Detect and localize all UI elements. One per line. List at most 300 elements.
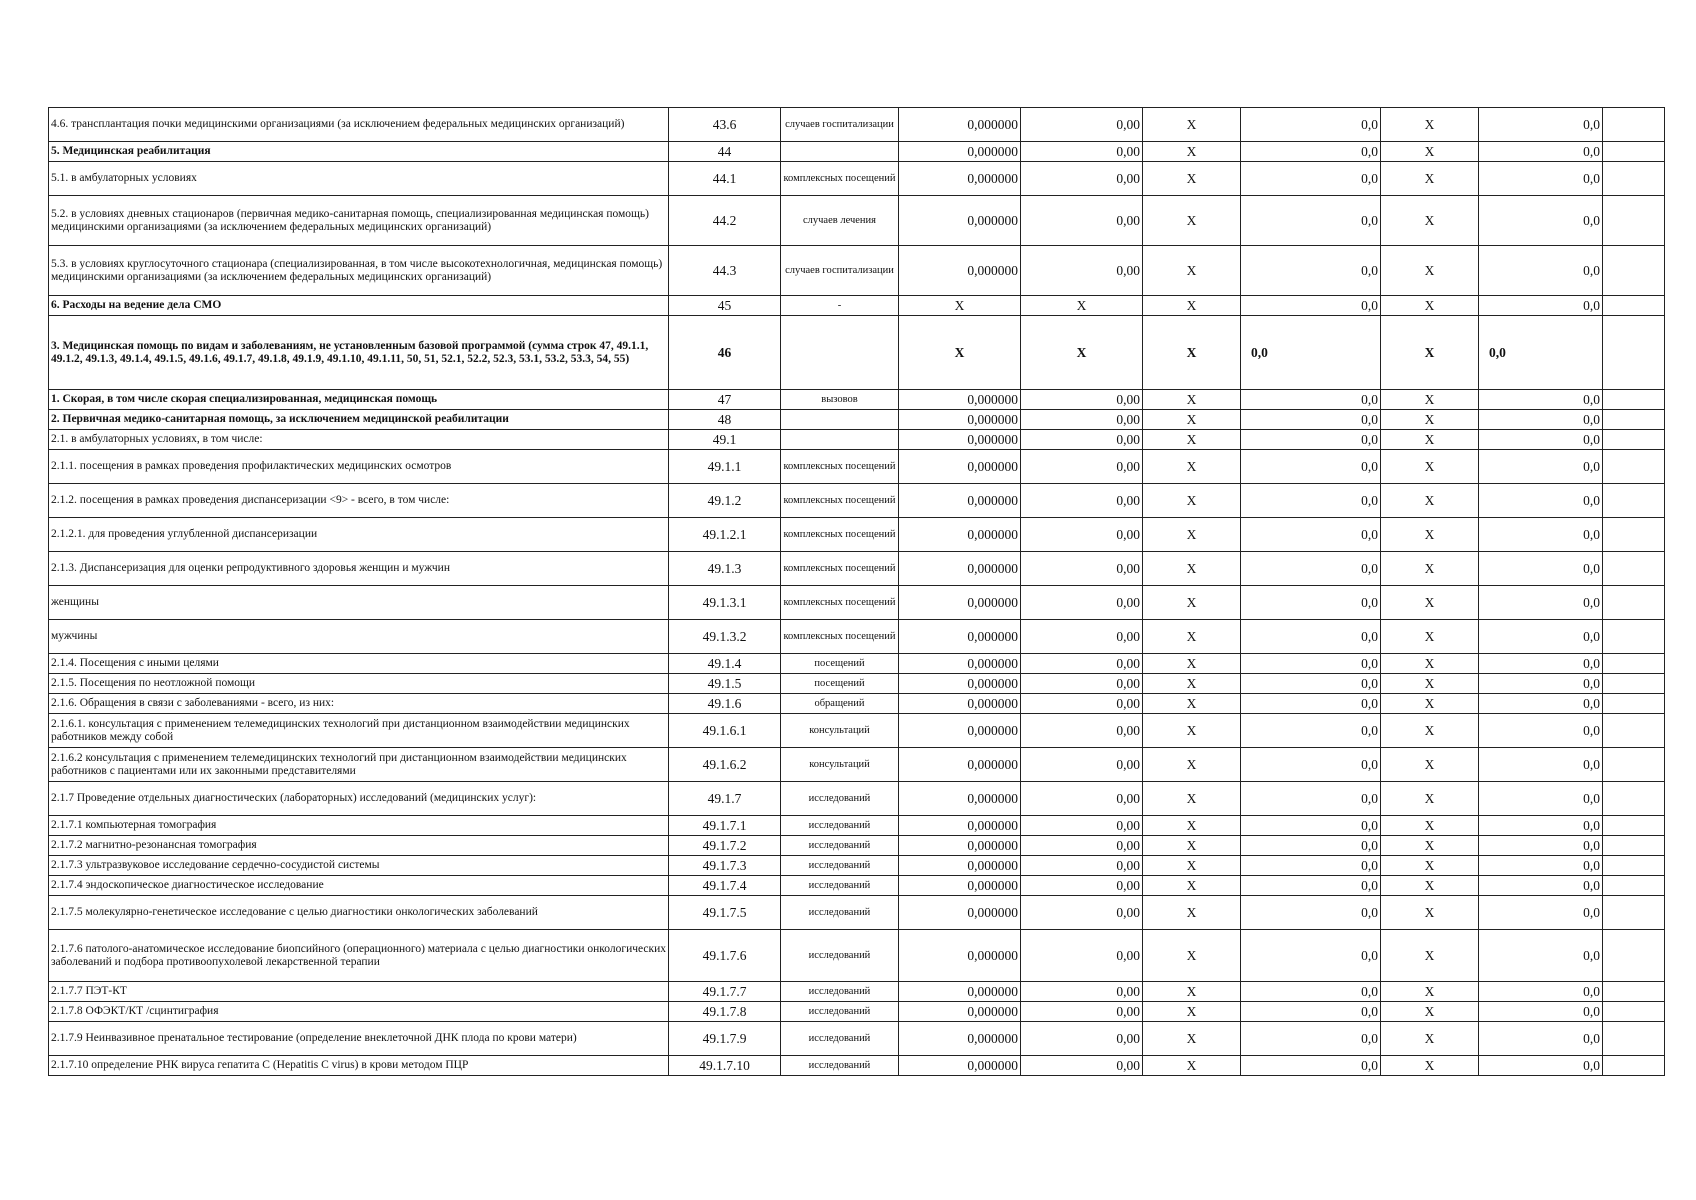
value-cell-1: 0,000000 bbox=[899, 982, 1021, 1002]
value-cell-6: 0,0 bbox=[1479, 586, 1603, 620]
empty-cell bbox=[1603, 316, 1665, 390]
value-cell-1: 0,000000 bbox=[899, 246, 1021, 296]
value-cell-1: 0,000000 bbox=[899, 1056, 1021, 1076]
row-name-cell: 2.1.7.8 ОФЭКТ/КТ /сцинтиграфия bbox=[49, 1002, 669, 1022]
value-cell-2: 0,00 bbox=[1021, 586, 1143, 620]
value-cell-6: 0,0 bbox=[1479, 142, 1603, 162]
value-cell-4: 0,0 bbox=[1241, 390, 1381, 410]
row-unit-cell bbox=[781, 430, 899, 450]
value-cell-6: 0,0 bbox=[1479, 316, 1603, 390]
row-unit-cell: исследований bbox=[781, 856, 899, 876]
value-cell-2: 0,00 bbox=[1021, 1002, 1143, 1022]
value-cell-1: 0,000000 bbox=[899, 196, 1021, 246]
value-cell-2: 0,00 bbox=[1021, 390, 1143, 410]
value-cell-5: X bbox=[1381, 654, 1479, 674]
value-cell-3: X bbox=[1143, 1056, 1241, 1076]
value-cell-6: 0,0 bbox=[1479, 430, 1603, 450]
empty-cell bbox=[1603, 896, 1665, 930]
value-cell-1: 0,000000 bbox=[899, 586, 1021, 620]
row-unit-cell: исследований bbox=[781, 836, 899, 856]
table-row bbox=[49, 390, 1665, 410]
row-unit-cell: исследований bbox=[781, 1022, 899, 1056]
empty-cell bbox=[1603, 296, 1665, 316]
value-cell-1: 0,000000 bbox=[899, 748, 1021, 782]
row-unit-cell: комплексных посещений bbox=[781, 518, 899, 552]
value-cell-5: X bbox=[1381, 1002, 1479, 1022]
value-cell-2: 0,00 bbox=[1021, 450, 1143, 484]
value-cell-1: 0,000000 bbox=[899, 654, 1021, 674]
row-unit-cell bbox=[781, 142, 899, 162]
row-unit-cell: исследований bbox=[781, 982, 899, 1002]
table-body bbox=[49, 108, 1665, 1076]
value-cell-5: X bbox=[1381, 390, 1479, 410]
value-cell-4: 0,0 bbox=[1241, 196, 1381, 246]
value-cell-6: 0,0 bbox=[1479, 896, 1603, 930]
row-code-cell: 49.1.3 bbox=[669, 552, 781, 586]
row-unit-cell: исследований bbox=[781, 876, 899, 896]
row-code-cell: 49.1.6.1 bbox=[669, 714, 781, 748]
table-row bbox=[49, 816, 1665, 836]
row-code-cell: 49.1.7.2 bbox=[669, 836, 781, 856]
row-unit-cell: комплексных посещений bbox=[781, 552, 899, 586]
value-cell-3: X bbox=[1143, 748, 1241, 782]
value-cell-3: X bbox=[1143, 674, 1241, 694]
value-cell-6: 0,0 bbox=[1479, 410, 1603, 430]
row-name-cell: 2.1.7.2 магнитно-резонансная томография bbox=[49, 836, 669, 856]
table-row bbox=[49, 856, 1665, 876]
value-cell-3: X bbox=[1143, 162, 1241, 196]
value-cell-6: 0,0 bbox=[1479, 484, 1603, 518]
empty-cell bbox=[1603, 982, 1665, 1002]
table-row bbox=[49, 518, 1665, 552]
value-cell-1: 0,000000 bbox=[899, 484, 1021, 518]
value-cell-2: 0,00 bbox=[1021, 620, 1143, 654]
value-cell-2: X bbox=[1021, 296, 1143, 316]
value-cell-5: X bbox=[1381, 142, 1479, 162]
row-name-cell: 2.1.6.2 консультация с применением телемедицинских технологий при дистанционном взаимодействии медицинских работников с пациентами или их законными представителями bbox=[49, 748, 669, 782]
value-cell-1: 0,000000 bbox=[899, 694, 1021, 714]
value-cell-3: X bbox=[1143, 982, 1241, 1002]
row-name-cell: 5.3. в условиях круглосуточного стационара (специализированная, в том числе высокотехнологичная, медицинская помощь) медицинскими организациями (за исключением федеральных медицинских организаций) bbox=[49, 246, 669, 296]
row-code-cell: 47 bbox=[669, 390, 781, 410]
row-unit-cell: исследований bbox=[781, 896, 899, 930]
value-cell-2: 0,00 bbox=[1021, 196, 1143, 246]
value-cell-5: X bbox=[1381, 930, 1479, 982]
empty-cell bbox=[1603, 748, 1665, 782]
value-cell-2: 0,00 bbox=[1021, 430, 1143, 450]
row-unit-cell: исследований bbox=[781, 816, 899, 836]
row-unit-cell bbox=[781, 316, 899, 390]
value-cell-2: 0,00 bbox=[1021, 142, 1143, 162]
value-cell-2: 0,00 bbox=[1021, 856, 1143, 876]
empty-cell bbox=[1603, 1056, 1665, 1076]
row-code-cell: 48 bbox=[669, 410, 781, 430]
value-cell-5: X bbox=[1381, 876, 1479, 896]
row-code-cell: 49.1.3.2 bbox=[669, 620, 781, 654]
value-cell-6: 0,0 bbox=[1479, 246, 1603, 296]
row-name-cell: 2.1.4. Посещения с иными целями bbox=[49, 654, 669, 674]
row-code-cell: 49.1.7.8 bbox=[669, 1002, 781, 1022]
table-row bbox=[49, 196, 1665, 246]
row-name-cell: 2.1.7.9 Неинвазивное пренатальное тестирование (определение внеклеточной ДНК плода по крови матери) bbox=[49, 1022, 669, 1056]
row-unit-cell: исследований bbox=[781, 1002, 899, 1022]
row-unit-cell: случаев госпитализации bbox=[781, 108, 899, 142]
empty-cell bbox=[1603, 108, 1665, 142]
value-cell-6: 0,0 bbox=[1479, 748, 1603, 782]
value-cell-1: 0,000000 bbox=[899, 816, 1021, 836]
value-cell-3: X bbox=[1143, 1002, 1241, 1022]
value-cell-3: X bbox=[1143, 714, 1241, 748]
value-cell-3: X bbox=[1143, 296, 1241, 316]
value-cell-4: 0,0 bbox=[1241, 930, 1381, 982]
empty-cell bbox=[1603, 246, 1665, 296]
row-code-cell: 49.1.7.1 bbox=[669, 816, 781, 836]
table-row bbox=[49, 896, 1665, 930]
value-cell-3: X bbox=[1143, 552, 1241, 586]
value-cell-2: 0,00 bbox=[1021, 782, 1143, 816]
row-unit-cell: комплексных посещений bbox=[781, 484, 899, 518]
value-cell-2: 0,00 bbox=[1021, 552, 1143, 586]
row-code-cell: 43.6 bbox=[669, 108, 781, 142]
value-cell-5: X bbox=[1381, 782, 1479, 816]
value-cell-4: 0,0 bbox=[1241, 162, 1381, 196]
value-cell-1: 0,000000 bbox=[899, 518, 1021, 552]
table-row bbox=[49, 836, 1665, 856]
value-cell-2: 0,00 bbox=[1021, 484, 1143, 518]
value-cell-4: 0,0 bbox=[1241, 836, 1381, 856]
value-cell-5: X bbox=[1381, 484, 1479, 518]
table-row bbox=[49, 714, 1665, 748]
row-name-cell: 2.1.7.6 патолого-анатомическое исследование биопсийного (операционного) материала с целью диагностики онкологических заболеваний и подбора противоопухолевой лекарственной терапии bbox=[49, 930, 669, 982]
value-cell-2: 0,00 bbox=[1021, 108, 1143, 142]
empty-cell bbox=[1603, 620, 1665, 654]
table-row bbox=[49, 782, 1665, 816]
value-cell-3: X bbox=[1143, 246, 1241, 296]
value-cell-3: X bbox=[1143, 108, 1241, 142]
row-unit-cell bbox=[781, 410, 899, 430]
value-cell-1: 0,000000 bbox=[899, 876, 1021, 896]
row-code-cell: 44.1 bbox=[669, 162, 781, 196]
value-cell-4: 0,0 bbox=[1241, 896, 1381, 930]
row-name-cell: 2.1.7.1 компьютерная томография bbox=[49, 816, 669, 836]
row-name-cell: 2.1. в амбулаторных условиях, в том числе: bbox=[49, 430, 669, 450]
value-cell-4: 0,0 bbox=[1241, 246, 1381, 296]
value-cell-4: 0,0 bbox=[1241, 856, 1381, 876]
row-name-cell: 5. Медицинская реабилитация bbox=[49, 142, 669, 162]
value-cell-1: X bbox=[899, 296, 1021, 316]
value-cell-5: X bbox=[1381, 896, 1479, 930]
value-cell-3: X bbox=[1143, 390, 1241, 410]
empty-cell bbox=[1603, 142, 1665, 162]
value-cell-5: X bbox=[1381, 518, 1479, 552]
value-cell-5: X bbox=[1381, 162, 1479, 196]
value-cell-1: 0,000000 bbox=[899, 430, 1021, 450]
table-row bbox=[49, 162, 1665, 196]
row-unit-cell: комплексных посещений bbox=[781, 586, 899, 620]
empty-cell bbox=[1603, 586, 1665, 620]
row-code-cell: 49.1.7.10 bbox=[669, 1056, 781, 1076]
empty-cell bbox=[1603, 484, 1665, 518]
row-code-cell: 49.1.2.1 bbox=[669, 518, 781, 552]
data-table bbox=[48, 107, 1665, 1076]
row-unit-cell: комплексных посещений bbox=[781, 620, 899, 654]
value-cell-2: 0,00 bbox=[1021, 816, 1143, 836]
row-name-cell: 2.1.6.1. консультация с применением телемедицинских технологий при дистанционном взаимодействии медицинских работников между собой bbox=[49, 714, 669, 748]
value-cell-5: X bbox=[1381, 620, 1479, 654]
row-name-cell: 6. Расходы на ведение дела СМО bbox=[49, 296, 669, 316]
value-cell-4: 0,0 bbox=[1241, 1056, 1381, 1076]
value-cell-4: 0,0 bbox=[1241, 982, 1381, 1002]
value-cell-4: 0,0 bbox=[1241, 1022, 1381, 1056]
table-row bbox=[49, 108, 1665, 142]
value-cell-5: X bbox=[1381, 856, 1479, 876]
row-unit-cell: случаев лечения bbox=[781, 196, 899, 246]
value-cell-1: 0,000000 bbox=[899, 714, 1021, 748]
table-row bbox=[49, 450, 1665, 484]
value-cell-5: X bbox=[1381, 430, 1479, 450]
row-name-cell: 5.2. в условиях дневных стационаров (первичная медико-санитарная помощь, специализированная медицинская помощь) медицинскими организациями (за исключением федеральных медицинских организаций) bbox=[49, 196, 669, 246]
row-name-cell: 2.1.7.7 ПЭТ-КТ bbox=[49, 982, 669, 1002]
value-cell-1: 0,000000 bbox=[899, 390, 1021, 410]
row-name-cell: 2. Первичная медико-санитарная помощь, за исключением медицинской реабилитации bbox=[49, 410, 669, 430]
value-cell-6: 0,0 bbox=[1479, 1002, 1603, 1022]
row-unit-cell: консультаций bbox=[781, 714, 899, 748]
value-cell-5: X bbox=[1381, 196, 1479, 246]
table-row bbox=[49, 930, 1665, 982]
value-cell-2: 0,00 bbox=[1021, 674, 1143, 694]
value-cell-4: 0,0 bbox=[1241, 654, 1381, 674]
value-cell-1: 0,000000 bbox=[899, 1022, 1021, 1056]
row-code-cell: 49.1.3.1 bbox=[669, 586, 781, 620]
value-cell-5: X bbox=[1381, 816, 1479, 836]
value-cell-6: 0,0 bbox=[1479, 620, 1603, 654]
value-cell-1: 0,000000 bbox=[899, 108, 1021, 142]
row-name-cell: 4.6. трансплантация почки медицинскими организациями (за исключением федеральных медицинских организаций) bbox=[49, 108, 669, 142]
table-row bbox=[49, 586, 1665, 620]
row-code-cell: 49.1.6 bbox=[669, 694, 781, 714]
row-unit-cell: консультаций bbox=[781, 748, 899, 782]
row-code-cell: 49.1.7.6 bbox=[669, 930, 781, 982]
value-cell-3: X bbox=[1143, 620, 1241, 654]
row-code-cell: 44.2 bbox=[669, 196, 781, 246]
value-cell-4: 0,0 bbox=[1241, 694, 1381, 714]
row-code-cell: 44 bbox=[669, 142, 781, 162]
value-cell-6: 0,0 bbox=[1479, 930, 1603, 982]
empty-cell bbox=[1603, 782, 1665, 816]
value-cell-4: 0,0 bbox=[1241, 748, 1381, 782]
value-cell-6: 0,0 bbox=[1479, 196, 1603, 246]
table-row bbox=[49, 1056, 1665, 1076]
value-cell-4: 0,0 bbox=[1241, 430, 1381, 450]
table-row bbox=[49, 694, 1665, 714]
value-cell-3: X bbox=[1143, 1022, 1241, 1056]
value-cell-3: X bbox=[1143, 782, 1241, 816]
value-cell-1: 0,000000 bbox=[899, 410, 1021, 430]
value-cell-6: 0,0 bbox=[1479, 390, 1603, 410]
row-name-cell: 2.1.2.1. для проведения углубленной диспансеризации bbox=[49, 518, 669, 552]
empty-cell bbox=[1603, 162, 1665, 196]
value-cell-4: 0,0 bbox=[1241, 142, 1381, 162]
value-cell-4: 0,0 bbox=[1241, 714, 1381, 748]
value-cell-3: X bbox=[1143, 896, 1241, 930]
table-row bbox=[49, 410, 1665, 430]
value-cell-5: X bbox=[1381, 108, 1479, 142]
value-cell-6: 0,0 bbox=[1479, 162, 1603, 196]
value-cell-6: 0,0 bbox=[1479, 856, 1603, 876]
row-code-cell: 49.1.1 bbox=[669, 450, 781, 484]
value-cell-5: X bbox=[1381, 836, 1479, 856]
value-cell-6: 0,0 bbox=[1479, 674, 1603, 694]
value-cell-4: 0,0 bbox=[1241, 876, 1381, 896]
row-name-cell: 2.1.7.3 ультразвуковое исследование сердечно-сосудистой системы bbox=[49, 856, 669, 876]
table-row bbox=[49, 674, 1665, 694]
value-cell-4: 0,0 bbox=[1241, 620, 1381, 654]
value-cell-2: 0,00 bbox=[1021, 246, 1143, 296]
value-cell-5: X bbox=[1381, 674, 1479, 694]
value-cell-3: X bbox=[1143, 410, 1241, 430]
row-code-cell: 49.1.5 bbox=[669, 674, 781, 694]
row-name-cell: 2.1.3. Диспансеризация для оценки репродуктивного здоровья женщин и мужчин bbox=[49, 552, 669, 586]
value-cell-3: X bbox=[1143, 142, 1241, 162]
row-code-cell: 45 bbox=[669, 296, 781, 316]
row-name-cell: 2.1.7.5 молекулярно-генетическое исследование с целью диагностики онкологических заболеваний bbox=[49, 896, 669, 930]
row-unit-cell: вызовов bbox=[781, 390, 899, 410]
value-cell-5: X bbox=[1381, 316, 1479, 390]
row-name-cell: 2.1.7.4 эндоскопическое диагностическое исследование bbox=[49, 876, 669, 896]
value-cell-1: 0,000000 bbox=[899, 1002, 1021, 1022]
table-row bbox=[49, 484, 1665, 518]
value-cell-5: X bbox=[1381, 694, 1479, 714]
value-cell-6: 0,0 bbox=[1479, 296, 1603, 316]
row-code-cell: 49.1.7.7 bbox=[669, 982, 781, 1002]
value-cell-5: X bbox=[1381, 1056, 1479, 1076]
value-cell-1: 0,000000 bbox=[899, 142, 1021, 162]
value-cell-1: 0,000000 bbox=[899, 836, 1021, 856]
table-row bbox=[49, 142, 1665, 162]
value-cell-2: 0,00 bbox=[1021, 162, 1143, 196]
value-cell-6: 0,0 bbox=[1479, 782, 1603, 816]
empty-cell bbox=[1603, 390, 1665, 410]
value-cell-4: 0,0 bbox=[1241, 518, 1381, 552]
value-cell-6: 0,0 bbox=[1479, 982, 1603, 1002]
row-code-cell: 46 bbox=[669, 316, 781, 390]
value-cell-6: 0,0 bbox=[1479, 654, 1603, 674]
value-cell-1: 0,000000 bbox=[899, 620, 1021, 654]
value-cell-2: 0,00 bbox=[1021, 714, 1143, 748]
empty-cell bbox=[1603, 876, 1665, 896]
value-cell-2: 0,00 bbox=[1021, 748, 1143, 782]
value-cell-3: X bbox=[1143, 196, 1241, 246]
table-row bbox=[49, 552, 1665, 586]
row-name-cell: 2.1.6. Обращения в связи с заболеваниями - всего, из них: bbox=[49, 694, 669, 714]
value-cell-6: 0,0 bbox=[1479, 552, 1603, 586]
value-cell-5: X bbox=[1381, 296, 1479, 316]
value-cell-6: 0,0 bbox=[1479, 518, 1603, 552]
row-code-cell: 49.1 bbox=[669, 430, 781, 450]
value-cell-6: 0,0 bbox=[1479, 816, 1603, 836]
row-name-cell: 2.1.7.10 определение РНК вируса гепатита С (Hepatitis C virus) в крови методом ПЦР bbox=[49, 1056, 669, 1076]
value-cell-5: X bbox=[1381, 450, 1479, 484]
empty-cell bbox=[1603, 1022, 1665, 1056]
value-cell-3: X bbox=[1143, 518, 1241, 552]
value-cell-3: X bbox=[1143, 836, 1241, 856]
row-name-cell: 5.1. в амбулаторных условиях bbox=[49, 162, 669, 196]
row-name-cell: мужчины bbox=[49, 620, 669, 654]
row-name-cell: 2.1.1. посещения в рамках проведения профилактических медицинских осмотров bbox=[49, 450, 669, 484]
value-cell-4: 0,0 bbox=[1241, 552, 1381, 586]
empty-cell bbox=[1603, 450, 1665, 484]
value-cell-5: X bbox=[1381, 552, 1479, 586]
value-cell-3: X bbox=[1143, 930, 1241, 982]
empty-cell bbox=[1603, 674, 1665, 694]
value-cell-6: 0,0 bbox=[1479, 1056, 1603, 1076]
value-cell-2: X bbox=[1021, 316, 1143, 390]
value-cell-1: 0,000000 bbox=[899, 162, 1021, 196]
value-cell-1: 0,000000 bbox=[899, 450, 1021, 484]
row-unit-cell: исследований bbox=[781, 782, 899, 816]
row-code-cell: 49.1.6.2 bbox=[669, 748, 781, 782]
empty-cell bbox=[1603, 1002, 1665, 1022]
row-name-cell: женщины bbox=[49, 586, 669, 620]
row-code-cell: 44.3 bbox=[669, 246, 781, 296]
value-cell-2: 0,00 bbox=[1021, 694, 1143, 714]
row-unit-cell: посещений bbox=[781, 654, 899, 674]
row-code-cell: 49.1.7.4 bbox=[669, 876, 781, 896]
value-cell-6: 0,0 bbox=[1479, 1022, 1603, 1056]
value-cell-3: X bbox=[1143, 316, 1241, 390]
table-row bbox=[49, 982, 1665, 1002]
row-name-cell: 2.1.2. посещения в рамках проведения диспансеризации <9> - всего, в том числе: bbox=[49, 484, 669, 518]
value-cell-6: 0,0 bbox=[1479, 876, 1603, 896]
value-cell-4: 0,0 bbox=[1241, 108, 1381, 142]
row-code-cell: 49.1.7.9 bbox=[669, 1022, 781, 1056]
value-cell-4: 0,0 bbox=[1241, 410, 1381, 430]
row-name-cell: 2.1.7 Проведение отдельных диагностических (лабораторных) исследований (медицинских услуг): bbox=[49, 782, 669, 816]
value-cell-1: 0,000000 bbox=[899, 930, 1021, 982]
value-cell-3: X bbox=[1143, 450, 1241, 484]
row-code-cell: 49.1.7.3 bbox=[669, 856, 781, 876]
table-row bbox=[49, 246, 1665, 296]
row-code-cell: 49.1.4 bbox=[669, 654, 781, 674]
value-cell-5: X bbox=[1381, 714, 1479, 748]
empty-cell bbox=[1603, 836, 1665, 856]
table-row bbox=[49, 316, 1665, 390]
value-cell-2: 0,00 bbox=[1021, 1056, 1143, 1076]
row-name-cell: 3. Медицинская помощь по видам и заболеваниям, не установленным базовой программой (сумма строк 47, 49.1.1, 49.1.2, 49.1.3, 49.1.4, 49.1.5, 49.1.6, 49.1.7, 49.1.8, 49.1.9, 49.1.10, 49.1.11, 50, 51, 52.1, 52.2, 52.3, 53.1, 53.2, 53.3, 54, 55) bbox=[49, 316, 669, 390]
empty-cell bbox=[1603, 694, 1665, 714]
value-cell-6: 0,0 bbox=[1479, 836, 1603, 856]
row-unit-cell: исследований bbox=[781, 930, 899, 982]
value-cell-2: 0,00 bbox=[1021, 876, 1143, 896]
empty-cell bbox=[1603, 654, 1665, 674]
value-cell-4: 0,0 bbox=[1241, 484, 1381, 518]
empty-cell bbox=[1603, 518, 1665, 552]
empty-cell bbox=[1603, 196, 1665, 246]
value-cell-3: X bbox=[1143, 816, 1241, 836]
row-code-cell: 49.1.7 bbox=[669, 782, 781, 816]
table-row bbox=[49, 654, 1665, 674]
value-cell-4: 0,0 bbox=[1241, 296, 1381, 316]
empty-cell bbox=[1603, 552, 1665, 586]
value-cell-6: 0,0 bbox=[1479, 694, 1603, 714]
table-row bbox=[49, 876, 1665, 896]
row-code-cell: 49.1.2 bbox=[669, 484, 781, 518]
value-cell-5: X bbox=[1381, 982, 1479, 1002]
table-row bbox=[49, 748, 1665, 782]
table-row bbox=[49, 1022, 1665, 1056]
row-code-cell: 49.1.7.5 bbox=[669, 896, 781, 930]
value-cell-1: X bbox=[899, 316, 1021, 390]
